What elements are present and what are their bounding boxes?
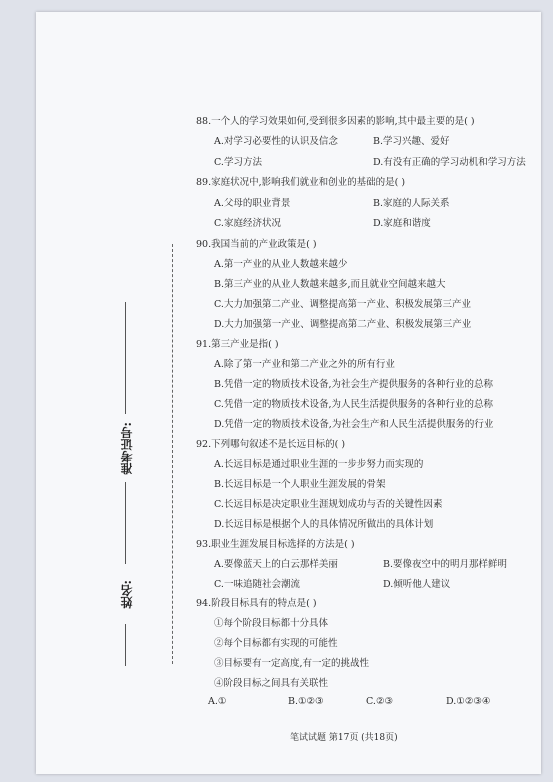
q88-option-c: C.学习方法 [214,157,262,168]
name-label [118,580,136,612]
question-92: 92.下列哪句叙述不是长远目标的( ) [196,439,346,450]
q90-option-b: B.第三产业的从业人数越来越多,而且就业空间越来越大 [214,279,446,290]
q92-option-a: A.长远目标是通过职业生涯的一步步努力而实现的 [214,459,424,470]
q94-statement-2: ②每个目标都有实现的可能性 [214,638,338,649]
q93-option-d: D.倾听他人建议 [383,579,451,590]
q92-option-c: C.长远目标是决定职业生涯规划成功与否的关键性因素 [214,499,443,510]
q94-statement-1: ①每个阶段目标都十分具体 [214,618,329,629]
q94-option-d: D.①②③④ [446,696,491,707]
question-90: 90.我国当前的产业政策是( ) [196,239,317,250]
exam-id-write-line-2 [125,302,126,414]
question-94: 94.阶段目标具有的特点是( ) [196,598,317,609]
q91-option-d: D.凭借一定的物质技术设备,为社会生产和人民生活提供服务的行业 [214,419,494,430]
page-footer: 笔试试题 第17页 (共18页) [290,733,398,743]
q89-option-b: B.家庭的人际关系 [373,198,450,209]
q94-statement-3: ③目标要有一定高度,有一定的挑战性 [214,658,370,669]
q91-option-c: C.凭借一定的物质技术设备,为人民生活提供服务的各种行业的总称 [214,399,493,410]
q94-statement-4: ④阶段目标之间具有关联性 [214,678,329,689]
exam-id-label [118,422,136,478]
exam-id-write-line-1 [125,482,126,564]
q93-option-c: C.一味追随社会潮流 [214,579,300,590]
q94-option-c: C.②③ [366,696,393,707]
question-91: 91.第三产业是指( ) [196,339,279,350]
name-label-text: 姓名: [119,580,134,609]
q89-option-c: C.家庭经济状况 [214,218,281,229]
q88-option-d: D.有没有正确的学习动机和学习方法 [373,157,526,168]
q90-option-a: A.第一产业的从业人数越来越少 [214,259,348,270]
question-93: 93.职业生涯发展目标选择的方法是( ) [196,539,355,550]
q91-option-b: B.凭借一定的物质技术设备,为社会生产提供服务的各种行业的总称 [214,379,494,390]
q89-option-a: A.父母的职业背景 [214,198,291,209]
q88-option-a: A.对学习必要性的认识及信念 [214,136,338,147]
q91-option-a: A.除了第一产业和第二产业之外的所有行业 [214,359,395,370]
question-88: 88.一个人的学习效果如何,受到很多因素的影响,其中最主要的是( ) [196,116,475,127]
q93-option-b: B.要像夜空中的明月那样鲜明 [383,559,508,570]
q92-option-b: B.长远目标是一个人职业生涯发展的骨架 [214,479,386,490]
q92-option-d: D.长远目标是根据个人的具体情况所做出的具体计划 [214,519,434,530]
q94-option-b: B.①②③ [288,696,324,707]
name-write-line [125,624,126,666]
q94-option-a: A.① [208,696,227,707]
q90-option-d: D.大力加强第一产业、调整提高第二产业、积极发展第三产业 [214,319,472,330]
exam-page [36,12,541,774]
q93-option-a: A.要像蓝天上的白云那样美丽 [214,559,338,570]
question-89: 89.家庭状况中,影响我们就业和创业的基础的是( ) [196,177,406,188]
exam-id-label-text: 准考证号: [119,422,134,475]
q88-option-b: B.学习兴趣、爱好 [373,136,450,147]
q89-option-d: D.家庭和谐度 [373,218,431,229]
q90-option-c: C.大力加强第二产业、调整提高第一产业、积极发展第三产业 [214,299,471,310]
seal-dashed-line [172,244,174,664]
